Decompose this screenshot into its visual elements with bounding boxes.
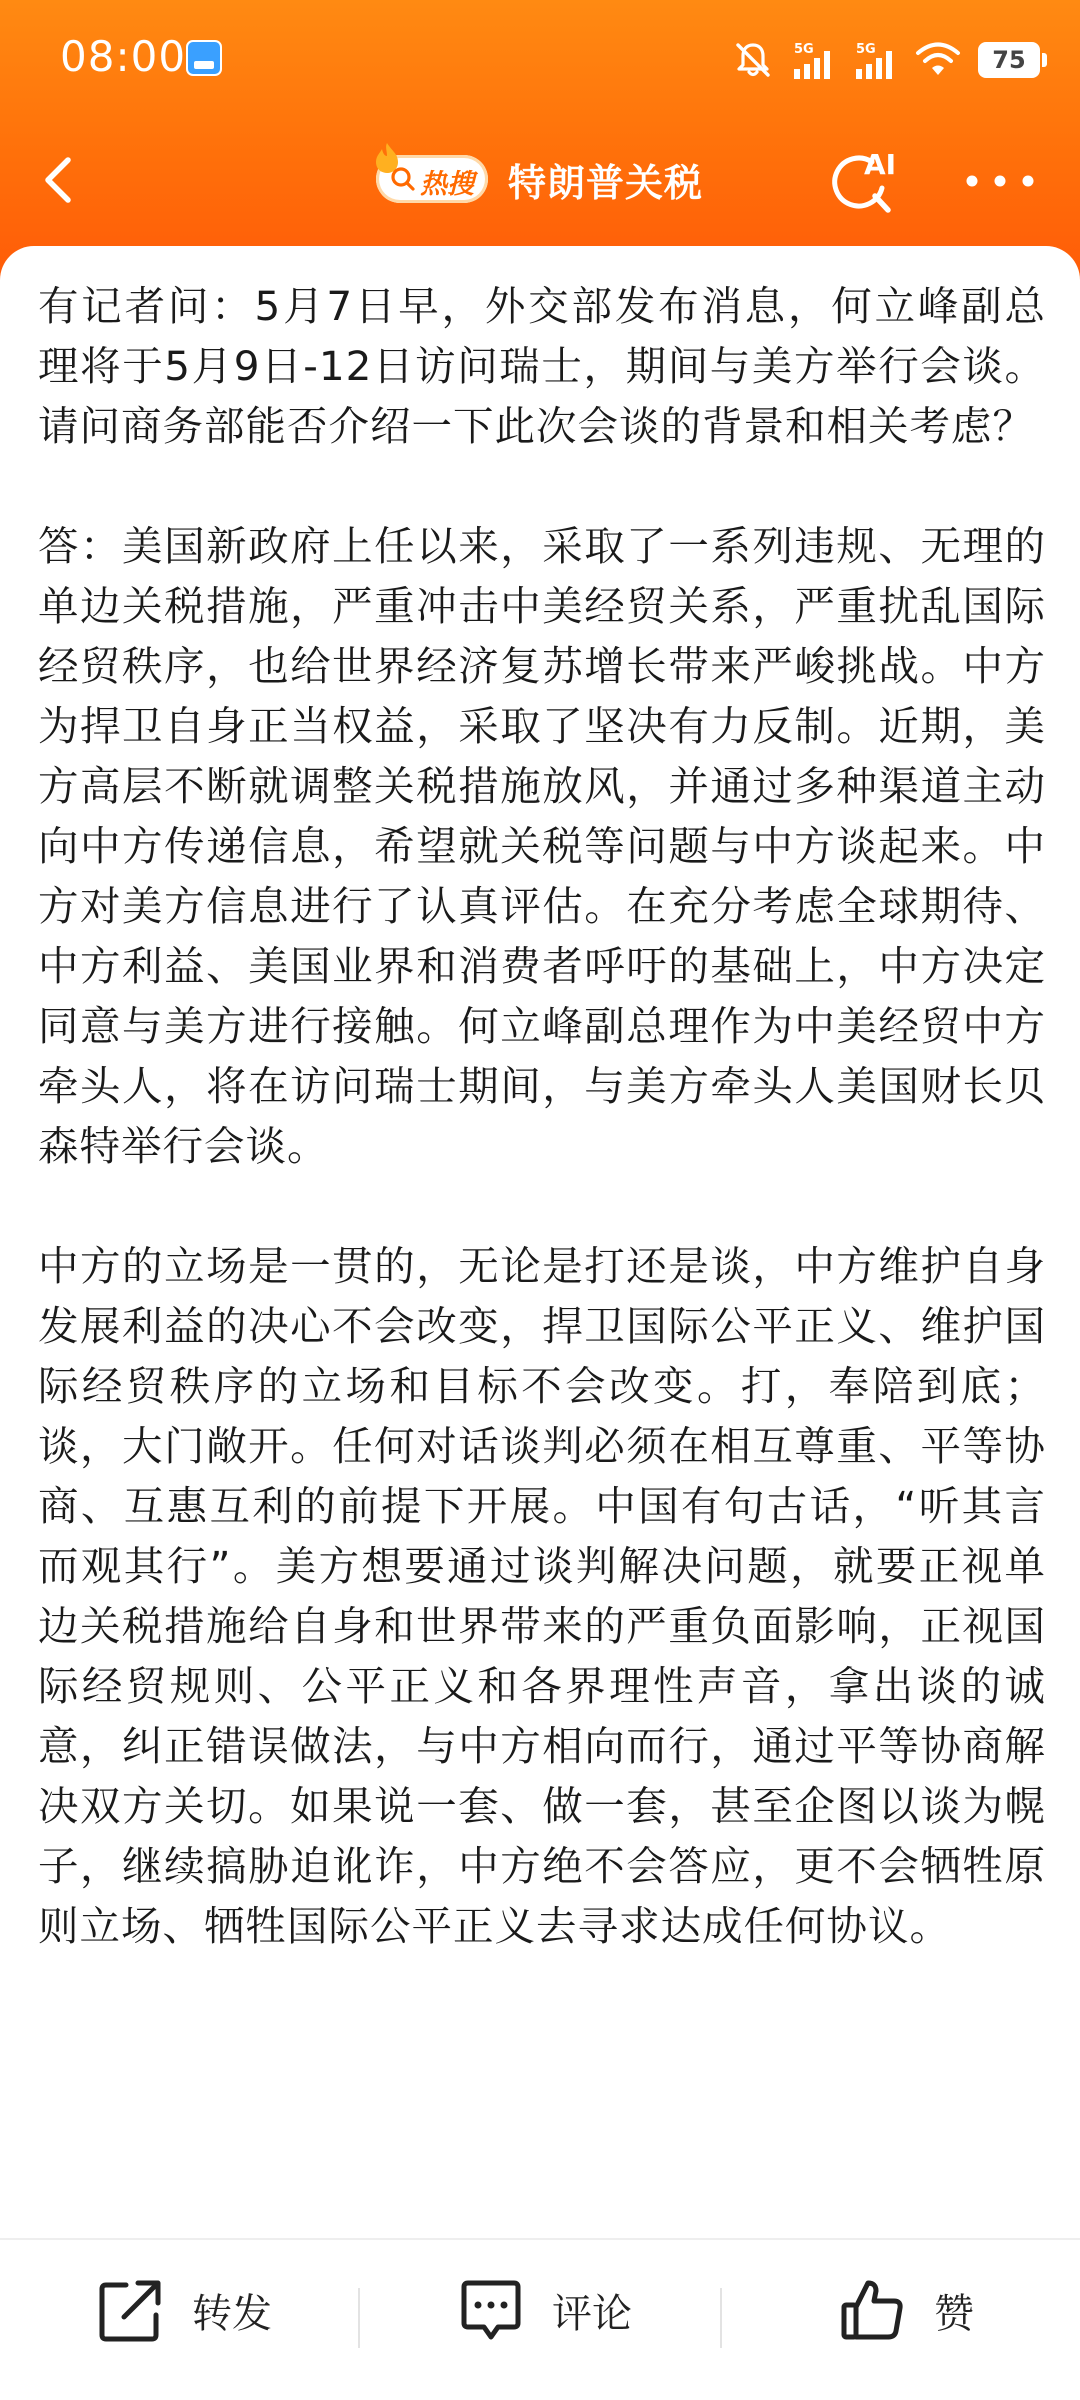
nav-title-group[interactable] [376, 146, 703, 212]
wifi-icon [914, 41, 962, 79]
thumbs-up-icon [838, 2275, 908, 2345]
comment-label: 评论 [552, 2290, 632, 2337]
battery-indicator: 75 [978, 42, 1040, 78]
signal-5g-icon-1 [790, 39, 836, 81]
search-icon [390, 166, 416, 192]
article-body [38, 276, 1046, 1956]
nav-bar [0, 130, 1080, 230]
network-type-1: 5G [794, 42, 814, 57]
article-paragraph-1: 有记者问：5月7日早，外交部发布消息，何立峰副总理将于5月9日-12日访问瑞士，期间与美方举行会谈。请问商务部能否介绍一下此次会谈的背景和相关考虑？ [38, 282, 1046, 450]
app-notification-icon [186, 40, 222, 76]
like-label: 赞 [934, 2290, 974, 2337]
share-label: 转发 [192, 2290, 272, 2337]
back-arrow-icon[interactable] [30, 150, 90, 210]
article-paragraph-3: 中方的立场是一贯的，无论是打还是谈，中方维护自身发展利益的决心不会改变，捍卫国际公平正义、维护国际经贸秩序的立场和目标不会改变。打，奉陪到底；谈，大门敞开。任何对话谈判必须在相互尊重、平等协商、互惠互利的前提下开展。中国有句古话，“听其言而观其行”。美方想要通过谈判解决问题，就要正视单边关税措施给自身和世界带来的严重负面影响，正视国际经贸规则、公平正义和各界理性声音，拿出谈的诚意，纠正错误做法，与中方相向而行，通过平等协商解决双方关切。如果说一套、做一套，甚至企图以谈为幌子，继续搞胁迫讹诈，中方绝不会答应，更不会牺牲原则立场、牺牲国际公平正义去寻求达成任何协议。 [38, 1242, 1046, 1950]
signal-5g-icon-2 [852, 39, 898, 81]
more-options-icon[interactable] [960, 156, 1040, 206]
bell-off-icon [732, 39, 774, 81]
hot-search-label: 热搜 [420, 169, 474, 200]
share-button[interactable] [96, 2270, 272, 2350]
status-icons [732, 36, 1040, 84]
ai-label: AI [864, 148, 897, 181]
network-type-2: 5G [856, 42, 876, 57]
divider [720, 2288, 722, 2348]
comment-button[interactable] [456, 2270, 632, 2350]
share-icon [96, 2275, 166, 2345]
article-card [0, 246, 1080, 2240]
ai-search-icon[interactable] [820, 144, 900, 220]
hot-search-badge[interactable] [376, 155, 488, 203]
article-paragraph-2: 答：美国新政府上任以来，采取了一系列违规、无理的单边关税措施，严重冲击中美经贸关系，严重扰乱国际经贸秩序，也给世界经济复苏增长带来严峻挑战。中方为捍卫自身正当权益，采取了坚决有力反制。近期，美方高层不断就调整关税措施放风，并通过多种渠道主动向中方传递信息，希望就关税等问题与中方谈起来。中方对美方信息进行了认真评估。在充分考虑全球期待、中方利益、美国业界和消费者呼吁的基础上，中方决定同意与美方进行接触。何立峰副总理作为中美经贸中方牵头人，将在访问瑞士期间，与美方牵头人美国财长贝森特举行会谈。 [38, 522, 1046, 1170]
divider [358, 2288, 360, 2348]
status-time: 08:00 [60, 32, 187, 81]
bottom-action-bar [0, 2238, 1080, 2400]
comment-icon [456, 2275, 526, 2345]
status-bar [0, 0, 1080, 118]
page-title: 特朗普关税 [508, 160, 704, 205]
like-button[interactable] [838, 2270, 974, 2350]
